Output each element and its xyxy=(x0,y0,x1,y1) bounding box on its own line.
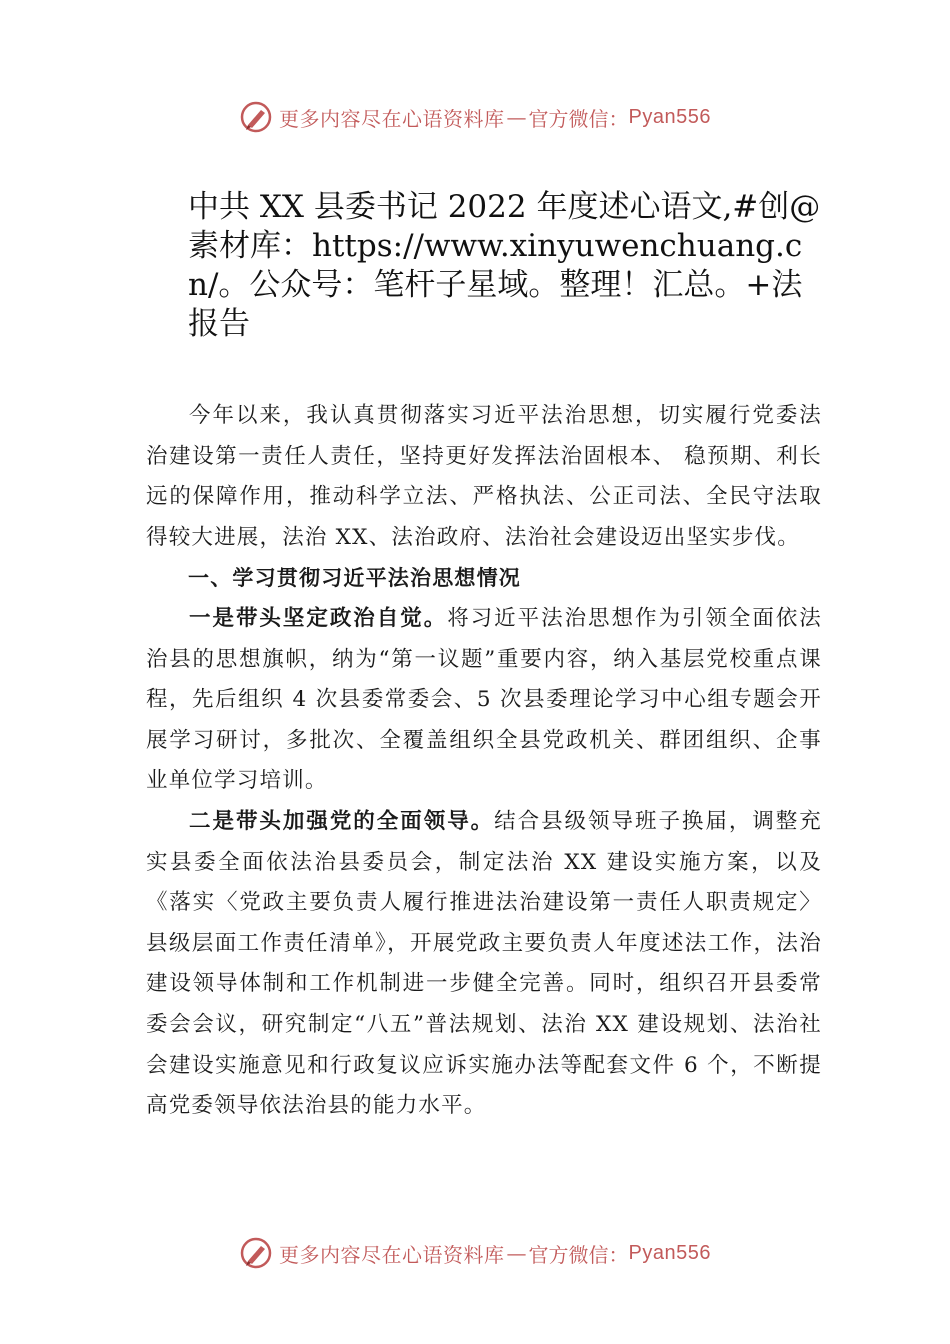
paragraph-political-awareness xyxy=(146,599,822,802)
paragraph-lead: 一是带头坚定政治自觉。 xyxy=(189,605,448,631)
watermark-brand: 更多内容尽在心语资料库 xyxy=(279,106,505,131)
watermark-brand: 更多内容尽在心语资料库 xyxy=(279,1242,505,1267)
document-body xyxy=(146,396,822,1127)
paragraph-text: 将习近平法治思想作为引领全面依法治县的思想旗帜，纳为“第一议题”重要内容，纳入基层党校重点课程，先后组织 4 次县委常委会、5 次县委理论学习中心组专题会开展学习研讨，多批次、全覆盖组织全县党政机关、群团组织、企事业单位学习培训。 xyxy=(146,605,822,794)
watermark-label: 官方微信： xyxy=(528,106,629,131)
pen-seal-logo-icon xyxy=(239,1236,273,1270)
pen-seal-logo-icon xyxy=(239,100,273,134)
intro-paragraph: 今年以来，我认真贯彻落实习近平法治思想，切实履行党委法治建设第一责任人责任，坚持更好发挥法治固根本、 稳预期、利长远的保障作用，推动科学立法、严格执法、公正司法、全民守法取得较大进展，法治 XX、法治政府、法治社会建设迈出坚实步伐。 xyxy=(146,403,822,550)
watermark-dash: — xyxy=(506,105,527,129)
watermark-handle: Pyan556 xyxy=(628,105,711,128)
paragraph-text: 结合县级领导班子换届，调整充实县委全面依法治县委员会，制定法治 XX 建设实施方案，以及《落实〈党政主要负责人履行推进法治建设第一责任人职责规定〉县级层面工作责任清单》，开展党政主要负责人年度述法工作，法治建设领导体制和工作机制进一步健全完善。同时，组织召开县委常委会会议，研究制定“八五”普法规划、法治 XX 建设规划、法治社会建设实施意见和行政复议应诉实施办法等配套文件 6 个，不断提高党委领导依法治县的能力水平。 xyxy=(146,808,822,1119)
watermark-dash: — xyxy=(506,1241,527,1265)
watermark-label: 官方微信： xyxy=(528,1242,629,1267)
header-watermark xyxy=(0,93,950,141)
paragraph-party-leadership xyxy=(146,802,822,1127)
watermark-handle: Pyan556 xyxy=(628,1241,711,1264)
footer-watermark xyxy=(0,1229,950,1277)
document-title: 中共 XX 县委书记 2022 年度述心语文,#创@素材库：https://www.xinyuwenchuang.cn/。公众号：笔杆子星域。整理！汇总。+法报告 xyxy=(188,189,821,342)
section-heading: 一、学习贯彻习近平法治思想情况 xyxy=(188,566,521,591)
paragraph-lead: 二是带头加强党的全面领导。 xyxy=(189,808,495,834)
